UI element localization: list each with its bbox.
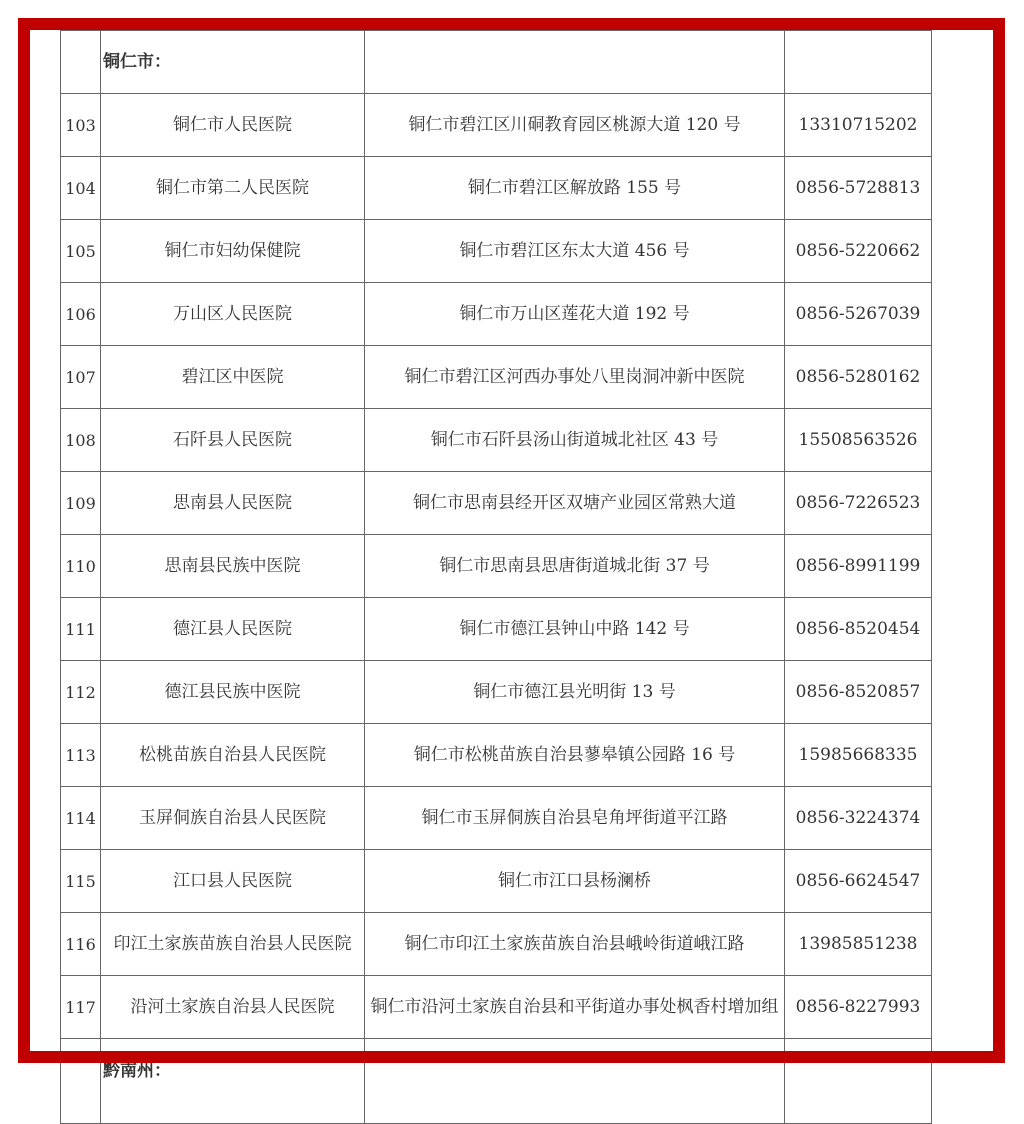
- hospital-address: 铜仁市石阡县汤山街道城北社区 43 号: [365, 409, 785, 472]
- hospital-name: 铜仁市人民医院: [101, 94, 365, 157]
- hospital-name: 铜仁市妇幼保健院: [101, 220, 365, 283]
- hospital-phone: 13985851238: [785, 913, 932, 976]
- row-number: 117: [61, 976, 101, 1039]
- table-row: [61, 157, 932, 220]
- region-label: 铜仁市：: [101, 31, 365, 94]
- hospital-phone: 0856-8227993: [785, 976, 932, 1039]
- hospital-address: 铜仁市碧江区解放路 155 号: [365, 157, 785, 220]
- hospital-address: 铜仁市碧江区川硐教育园区桃源大道 120 号: [365, 94, 785, 157]
- hospital-phone: 15985668335: [785, 724, 932, 787]
- region-label: 黔南州：: [101, 1039, 365, 1124]
- hospital-phone: 0856-5267039: [785, 283, 932, 346]
- hospital-name: 江口县人民医院: [101, 850, 365, 913]
- hospital-phone: 0856-5220662: [785, 220, 932, 283]
- hospital-address: 铜仁市思南县思唐街道城北街 37 号: [365, 535, 785, 598]
- row-number: 105: [61, 220, 101, 283]
- row-number: 111: [61, 598, 101, 661]
- hospital-phone: 13310715202: [785, 94, 932, 157]
- hospital-name: 沿河土家族自治县人民医院: [101, 976, 365, 1039]
- hospital-name: 印江土家族苗族自治县人民医院: [101, 913, 365, 976]
- table-row: [61, 724, 932, 787]
- hospital-address: 铜仁市万山区莲花大道 192 号: [365, 283, 785, 346]
- hospital-phone: 15508563526: [785, 409, 932, 472]
- hospital-name: 万山区人民医院: [101, 283, 365, 346]
- hospital-address: 铜仁市碧江区河西办事处八里岗洞冲新中医院: [365, 346, 785, 409]
- row-number: 109: [61, 472, 101, 535]
- table-row: [61, 850, 932, 913]
- table-row: [61, 913, 932, 976]
- row-number: 114: [61, 787, 101, 850]
- row-number: 110: [61, 535, 101, 598]
- hospital-address: 铜仁市德江县光明街 13 号: [365, 661, 785, 724]
- hospital-address: 铜仁市印江土家族苗族自治县峨岭街道峨江路: [365, 913, 785, 976]
- table-row: [61, 787, 932, 850]
- table-row: [61, 346, 932, 409]
- hospital-name: 思南县民族中医院: [101, 535, 365, 598]
- hospital-name: 德江县人民医院: [101, 598, 365, 661]
- table-row: [61, 283, 932, 346]
- row-number: 112: [61, 661, 101, 724]
- hospital-name: 玉屏侗族自治县人民医院: [101, 787, 365, 850]
- hospital-address: 铜仁市思南县经开区双塘产业园区常熟大道: [365, 472, 785, 535]
- hospital-phone: 0856-5280162: [785, 346, 932, 409]
- hospital-phone: 0856-8991199: [785, 535, 932, 598]
- hospital-phone: 0856-5728813: [785, 157, 932, 220]
- row-number: 104: [61, 157, 101, 220]
- hospital-phone: 0856-3224374: [785, 787, 932, 850]
- hospital-table: [60, 30, 932, 1124]
- table-row: [61, 472, 932, 535]
- row-number: 107: [61, 346, 101, 409]
- table-row: [61, 220, 932, 283]
- row-number: 106: [61, 283, 101, 346]
- section-row: [61, 31, 932, 94]
- table-row: [61, 535, 932, 598]
- hospital-name: 铜仁市第二人民医院: [101, 157, 365, 220]
- hospital-name: 石阡县人民医院: [101, 409, 365, 472]
- row-number: 113: [61, 724, 101, 787]
- section-row: [61, 1039, 932, 1124]
- table-row: [61, 661, 932, 724]
- hospital-name: 松桃苗族自治县人民医院: [101, 724, 365, 787]
- hospital-phone: 0856-7226523: [785, 472, 932, 535]
- row-number: 103: [61, 94, 101, 157]
- hospital-phone: 0856-6624547: [785, 850, 932, 913]
- row-number: 108: [61, 409, 101, 472]
- hospital-name: 思南县人民医院: [101, 472, 365, 535]
- hospital-address: 铜仁市沿河土家族自治县和平街道办事处枫香村增加组: [365, 976, 785, 1039]
- table-row: [61, 409, 932, 472]
- hospital-address: 铜仁市碧江区东太大道 456 号: [365, 220, 785, 283]
- row-number: 115: [61, 850, 101, 913]
- row-number: 116: [61, 913, 101, 976]
- hospital-phone: 0856-8520454: [785, 598, 932, 661]
- hospital-name: 德江县民族中医院: [101, 661, 365, 724]
- table-row: [61, 94, 932, 157]
- hospital-name: 碧江区中医院: [101, 346, 365, 409]
- table-row: [61, 976, 932, 1039]
- table-row: [61, 598, 932, 661]
- hospital-address: 铜仁市德江县钟山中路 142 号: [365, 598, 785, 661]
- hospital-address: 铜仁市松桃苗族自治县蓼皋镇公园路 16 号: [365, 724, 785, 787]
- hospital-address: 铜仁市玉屏侗族自治县皂角坪街道平江路: [365, 787, 785, 850]
- hospital-phone: 0856-8520857: [785, 661, 932, 724]
- hospital-address: 铜仁市江口县杨澜桥: [365, 850, 785, 913]
